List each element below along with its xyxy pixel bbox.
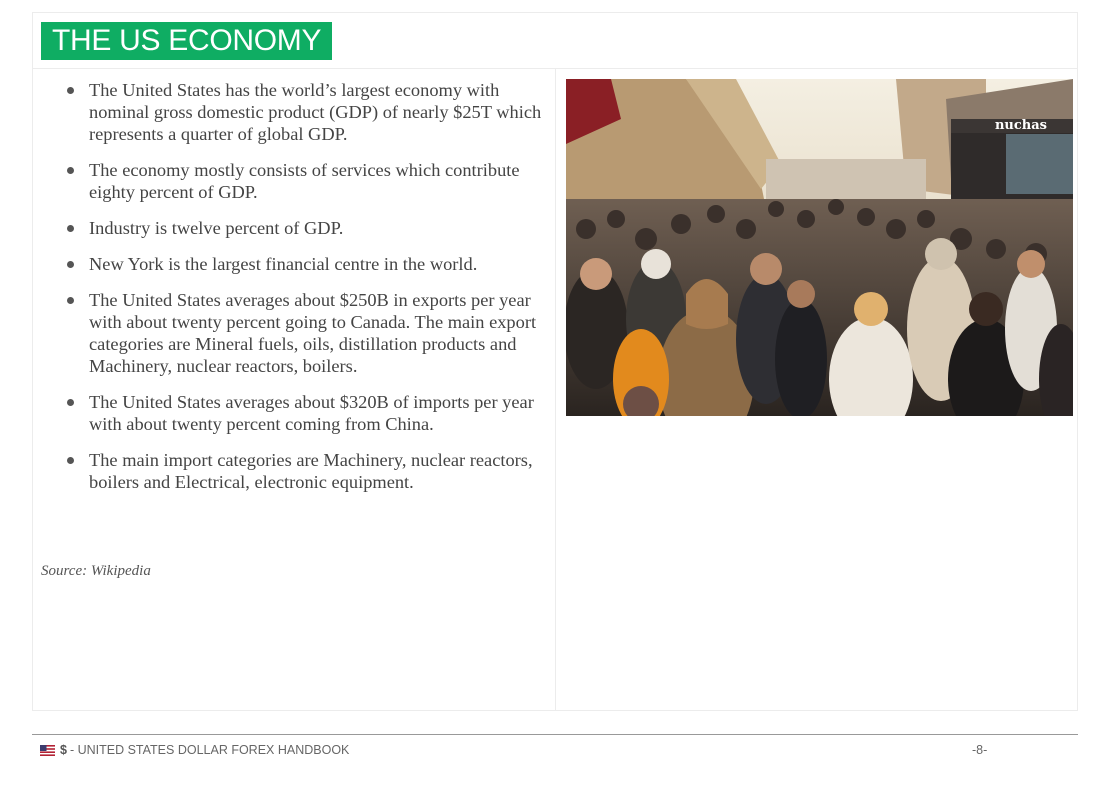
bullet-item xyxy=(67,253,549,275)
bullet-dot-icon xyxy=(67,457,74,464)
bullet-text: New York is the largest financial centre in the world. xyxy=(89,254,478,274)
bullet-text: Industry is twelve percent of GDP. xyxy=(89,218,344,238)
bullet-item xyxy=(67,391,549,435)
bullet-text: The United States averages about $250B in exports per year with about twenty percent going to Canada. The main export categories are Mineral fuels, oils, distillation products and Machinery, nuclear reactors, boilers. xyxy=(89,290,537,376)
bullet-list xyxy=(67,79,549,507)
bullet-dot-icon xyxy=(67,261,74,268)
page-number: -8- xyxy=(972,743,988,757)
bullet-text: The United States averages about $320B of imports per year with about twenty percent coming from China. xyxy=(89,392,534,434)
currency-symbol: $ xyxy=(60,743,67,757)
bullet-item xyxy=(67,217,549,239)
source-citation: Source: Wikipedia xyxy=(41,563,151,579)
bullet-text: The United States has the world’s largest economy with nominal gross domestic product (GDP) of nearly $25T which represents a quarter of global GDP. xyxy=(89,80,542,144)
bullet-dot-icon xyxy=(67,225,74,232)
bullet-dot-icon xyxy=(67,399,74,406)
us-flag-icon xyxy=(40,745,55,756)
bullet-dot-icon xyxy=(67,167,74,174)
bullet-dot-icon xyxy=(67,297,74,304)
bullet-item xyxy=(67,159,549,203)
bullet-item xyxy=(67,449,549,493)
truck-sign-text: nuchas xyxy=(994,118,1048,133)
footer-handbook-label xyxy=(40,743,349,757)
content-card xyxy=(32,12,1078,711)
bullet-item xyxy=(67,289,549,377)
footer-title: - UNITED STATES DOLLAR FOREX HANDBOOK xyxy=(69,743,350,757)
bullet-text: The main import categories are Machinery, nuclear reactors, boilers and Electrical, electronic equipment. xyxy=(89,450,533,492)
footer-divider xyxy=(32,734,1078,735)
bullet-text: The economy mostly consists of services which contribute eighty percent of GDP. xyxy=(89,160,520,202)
page-title: THE US ECONOMY xyxy=(41,22,332,60)
bullet-item xyxy=(67,79,549,145)
column-divider xyxy=(555,69,556,710)
street-crowd-photo xyxy=(566,79,1073,416)
bullet-dot-icon xyxy=(67,87,74,94)
